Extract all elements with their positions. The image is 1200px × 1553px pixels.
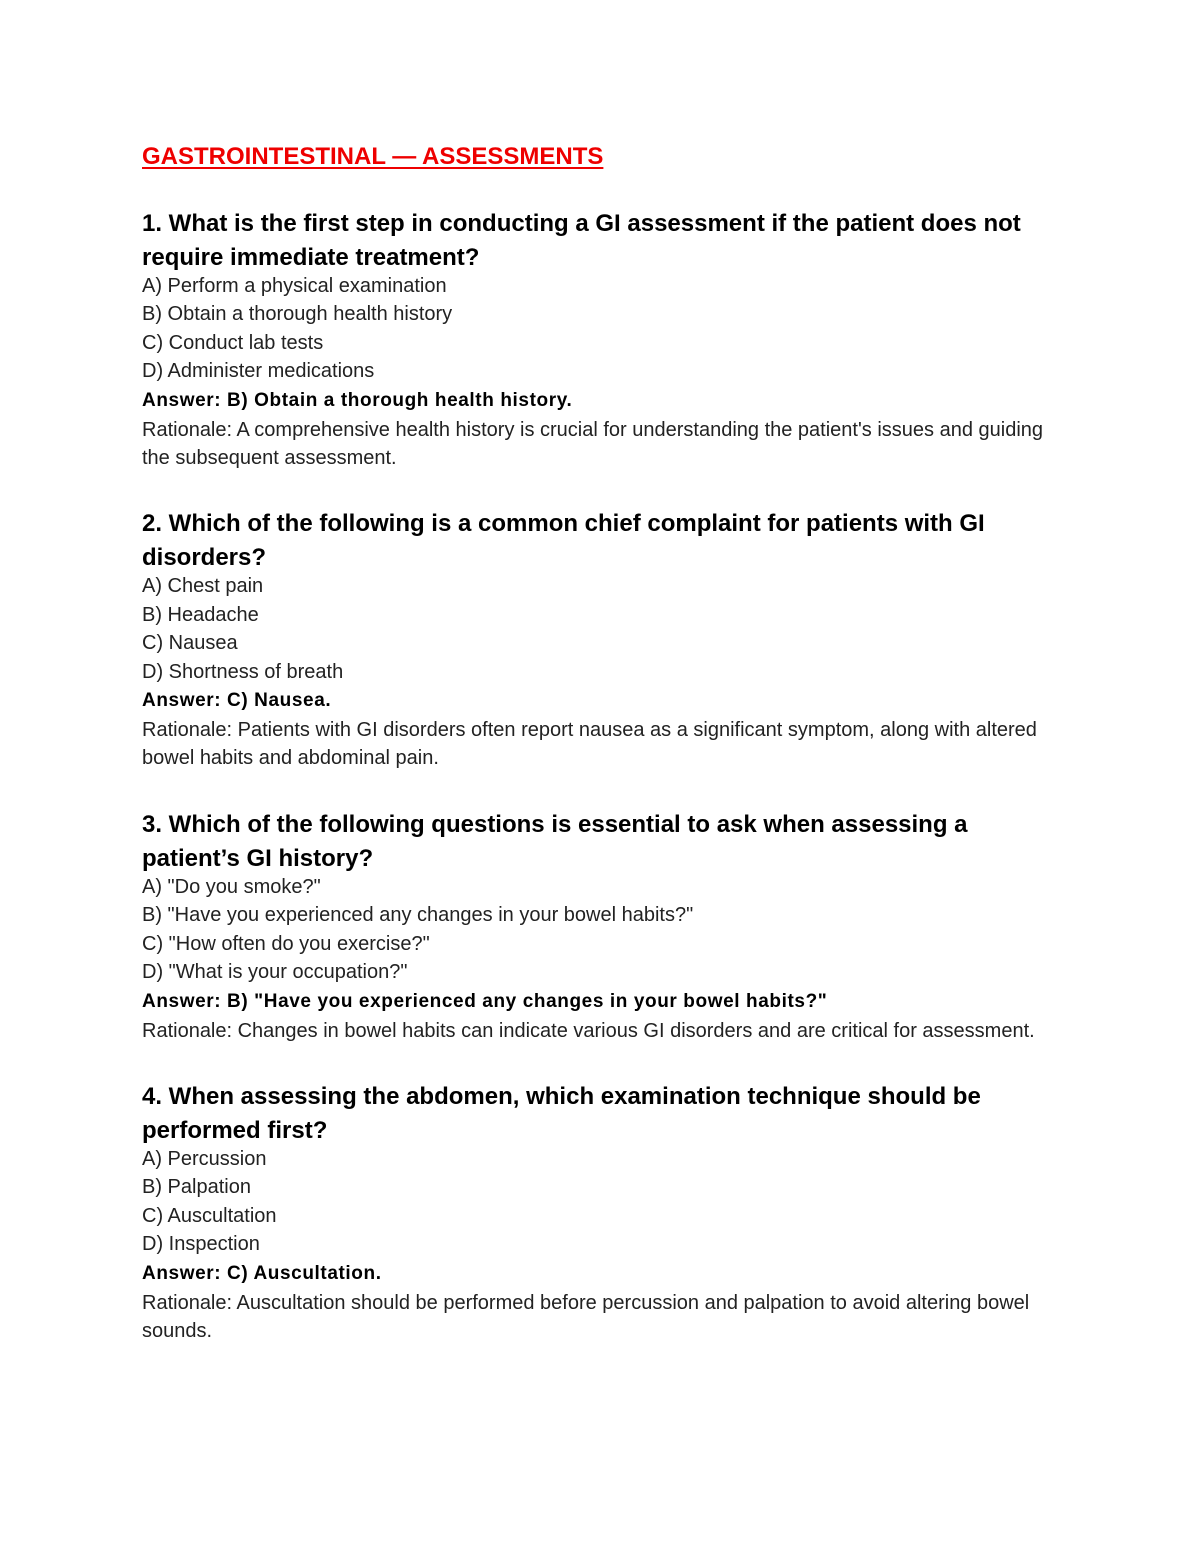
option-c: C) "How often do you exercise?" <box>142 932 430 955</box>
option-a: A) Percussion <box>142 1147 267 1170</box>
option-d: D) Administer medications <box>142 360 375 383</box>
answer: Answer: B) "Have you experienced any changes in your bowel habits?" <box>142 990 828 1012</box>
question-text: 3. Which of the following questions is essential to ask when assessing a patient’s GI history? <box>142 810 968 872</box>
option-b: B) Headache <box>142 603 259 626</box>
option-d: D) Shortness of breath <box>142 660 344 683</box>
option-a: A) Perform a physical examination <box>142 275 447 297</box>
option-b: B) Palpation <box>142 1176 251 1199</box>
option-d: D) Inspection <box>142 1233 260 1256</box>
option-a: A) "Do you smoke?" <box>142 875 321 898</box>
rationale: Rationale: Changes in bowel habits can indicate various GI disorders and are critical for assessment. <box>142 1019 1035 1042</box>
rationale: Rationale: Patients with GI disorders often report nausea as a significant symptom, along with altered bowel habits and abdominal pain. <box>142 719 1037 770</box>
option-c: C) Auscultation <box>142 1204 277 1227</box>
answer: Answer: C) Nausea. <box>142 690 332 712</box>
option-c: C) Conduct lab tests <box>142 331 324 354</box>
option-b: B) Obtain a thorough health history <box>142 303 453 326</box>
document-page <box>142 140 1052 1345</box>
answer: Answer: B) Obtain a thorough health history. <box>142 389 573 411</box>
rationale: Rationale: Auscultation should be performed before percussion and palpation to avoid altering bowel sounds. <box>142 1291 1030 1342</box>
option-d: D) "What is your occupation?" <box>142 961 408 984</box>
document-title: GASTROINTESTINAL — ASSESSMENTS <box>142 143 604 170</box>
question-block-1 <box>142 207 1052 472</box>
question-text: 2. Which of the following is a common chief complaint for patients with GI disorders? <box>142 510 985 572</box>
option-c: C) Nausea <box>142 632 238 655</box>
question-block-4 <box>142 1080 1052 1345</box>
question-text: 4. When assessing the abdomen, which examination technique should be performed first? <box>142 1082 981 1144</box>
rationale: Rationale: A comprehensive health history is crucial for understanding the patient's issues and guiding the subsequent assessment. <box>142 418 1044 470</box>
answer: Answer: C) Auscultation. <box>142 1262 382 1284</box>
question-text: 1. What is the first step in conducting a GI assessment if the patient does not require immediate treatment? <box>142 210 1021 271</box>
question-block-2 <box>142 507 1052 772</box>
question-block-3 <box>142 808 1052 1045</box>
option-a: A) Chest pain <box>142 575 264 598</box>
option-b: B) "Have you experienced any changes in your bowel habits?" <box>142 904 694 927</box>
